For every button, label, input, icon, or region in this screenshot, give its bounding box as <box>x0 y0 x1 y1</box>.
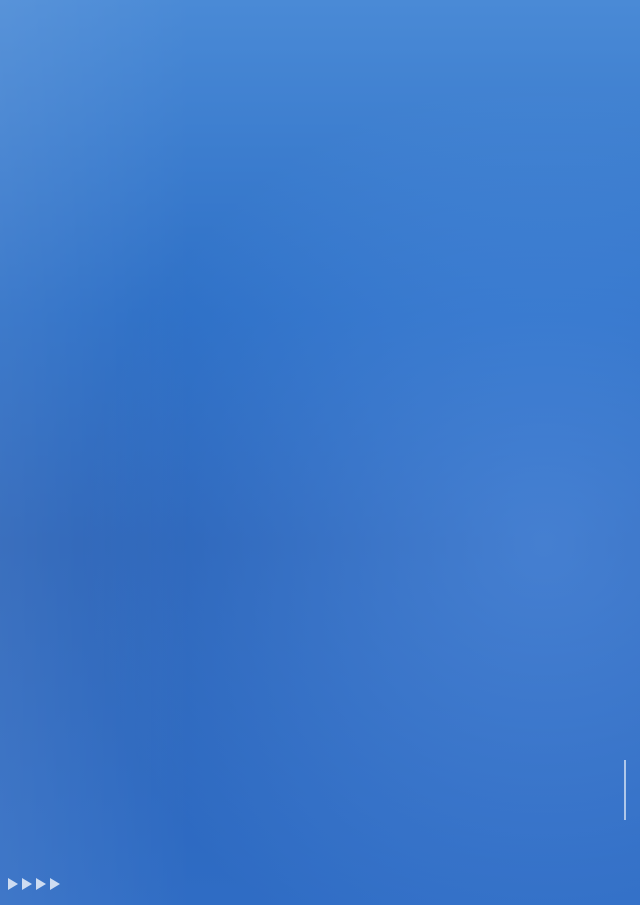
side-divider <box>624 760 626 820</box>
arrow-icon <box>50 878 60 890</box>
arrow-icon <box>8 878 18 890</box>
arrow-icon <box>22 878 32 890</box>
arrow-icon <box>36 878 46 890</box>
decorative-arrows <box>8 878 60 890</box>
